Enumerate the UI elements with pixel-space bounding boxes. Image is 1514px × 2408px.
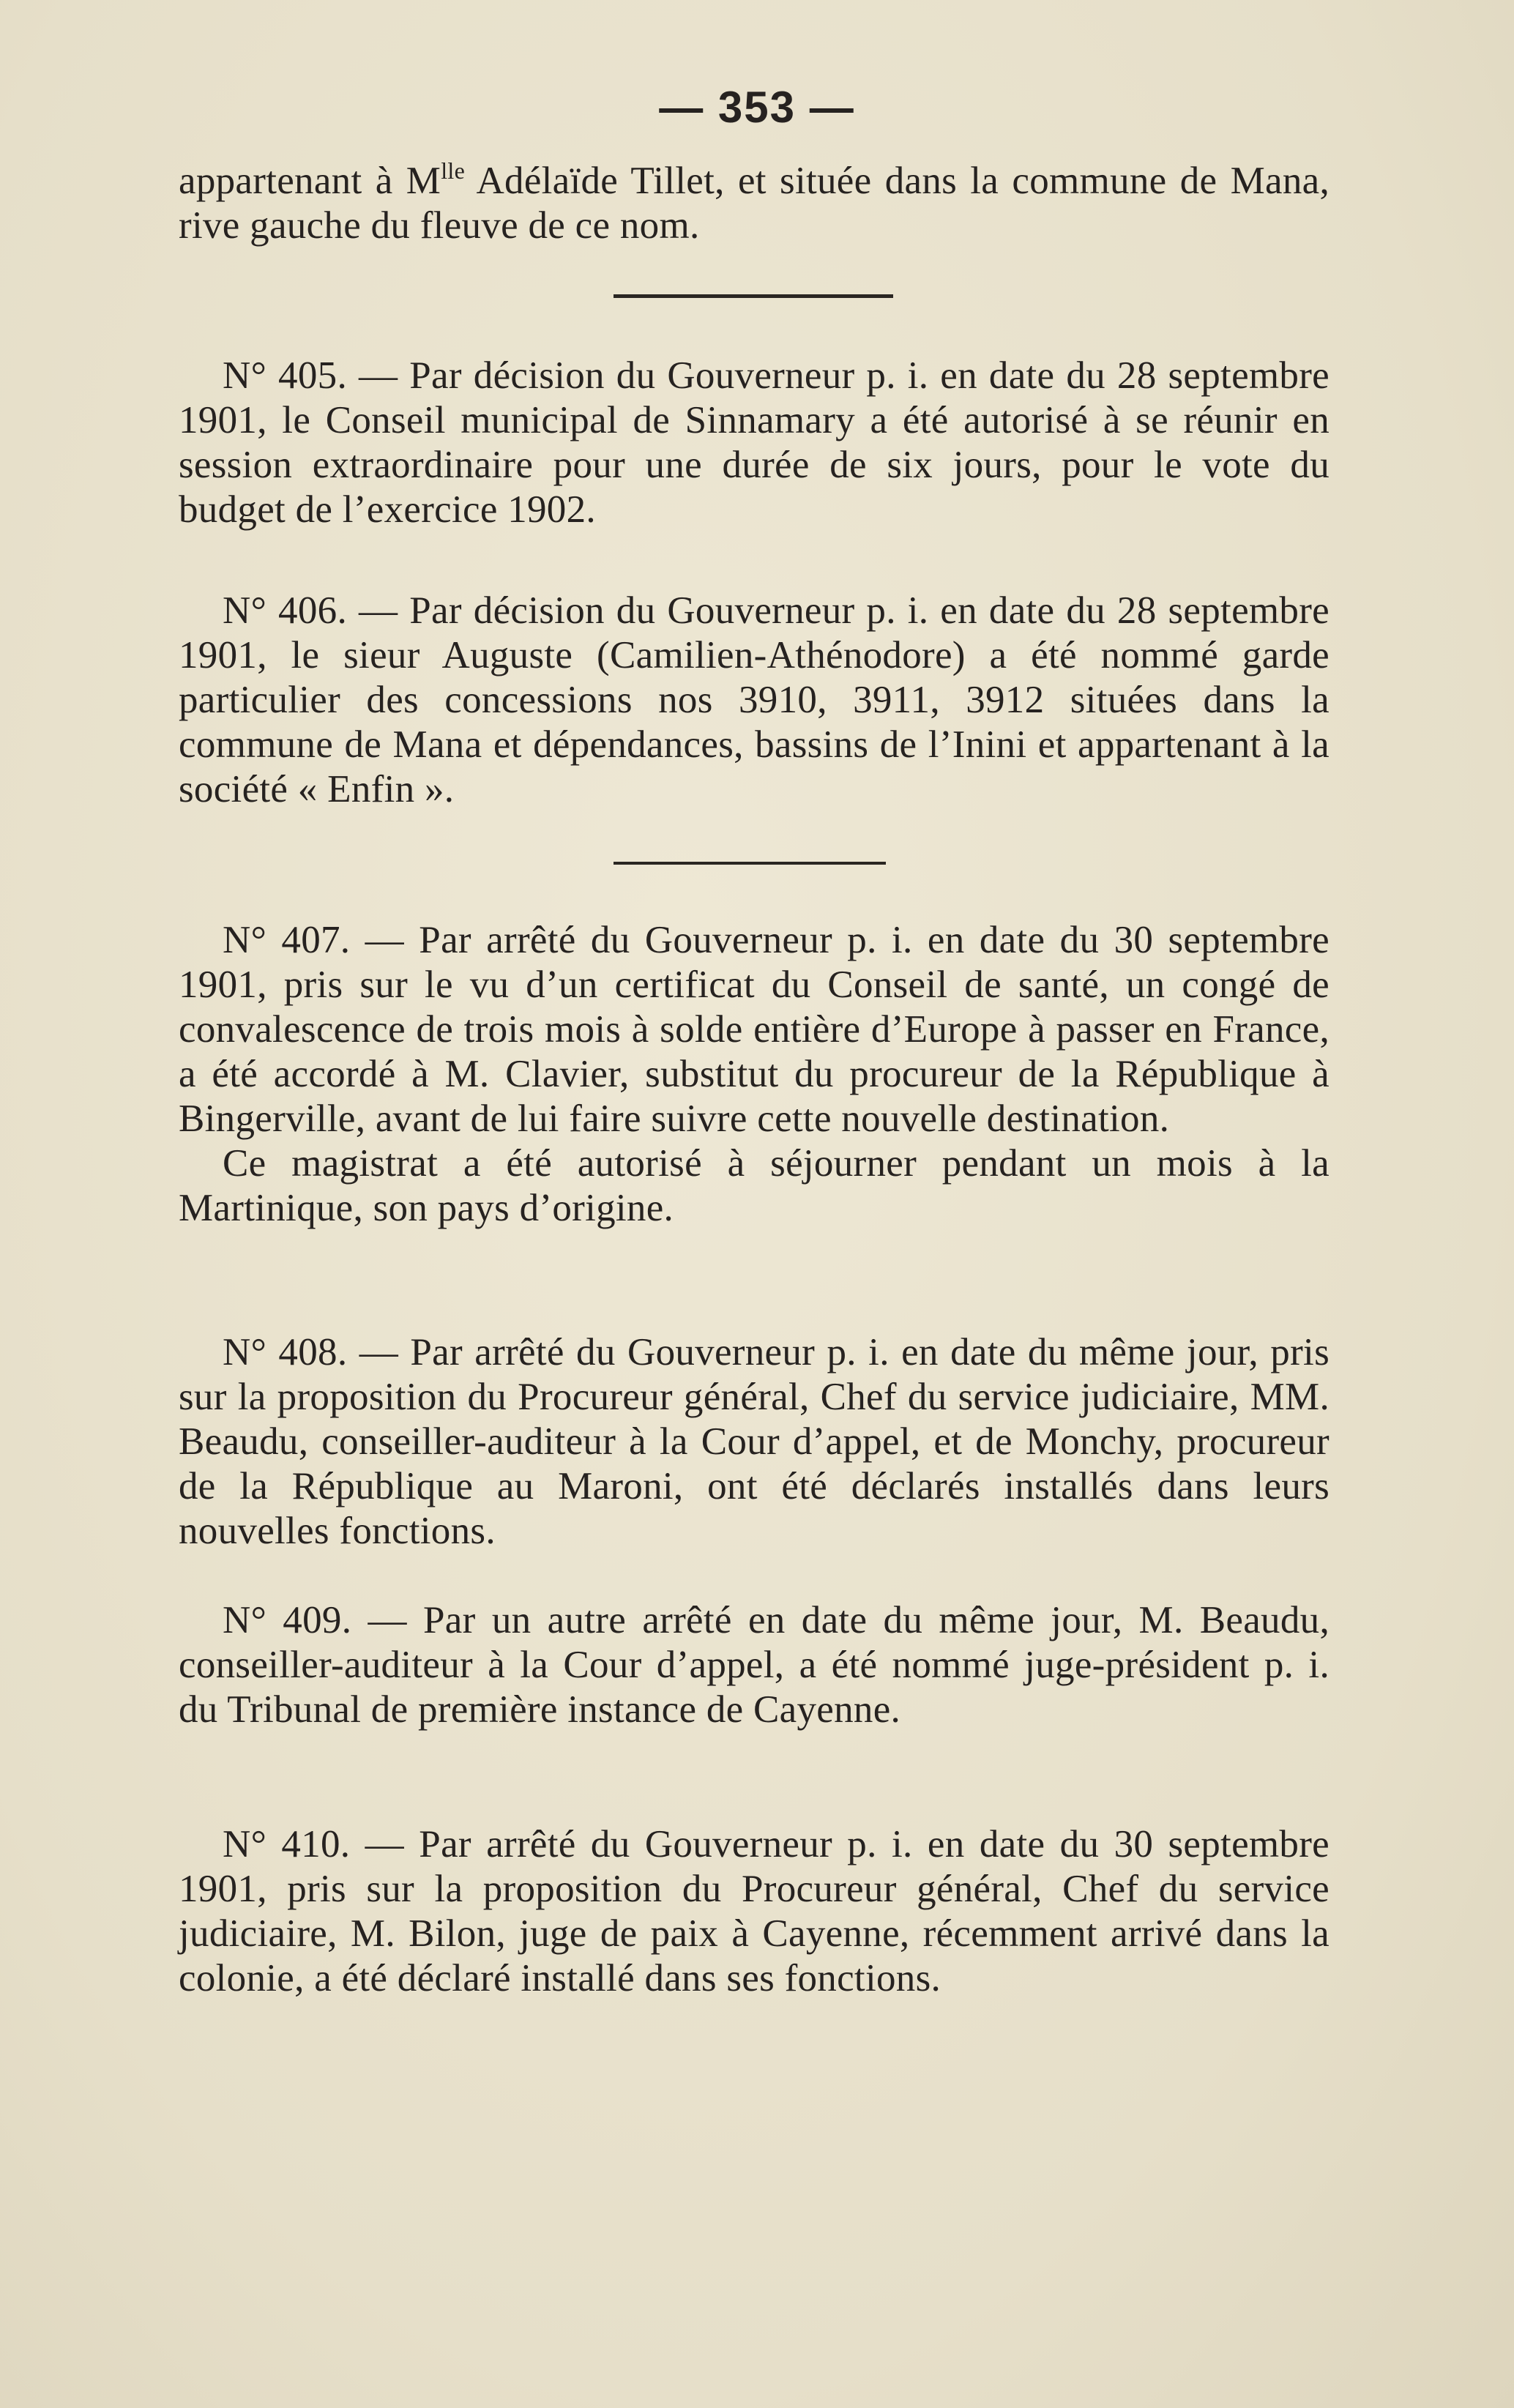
- page-number: — 353 —: [659, 83, 855, 132]
- entry-410: [179, 1822, 1330, 2001]
- entry-407-text: N° 407. — Par arrêté du Gouverneur p. i. en date du 30 septembre 1901, pris sur le vu d’un certificat du Conseil de santé, un congé de convalescence de trois mois à solde entière d’Europe à passer en France, a été accordé à M. Clavier, substitut du procureur de la République à Bingerville, avant de lui faire suivre cette nouvelle destination.: [179, 919, 1330, 1140]
- entry-406-text: N° 406. — Par décision du Gouverneur p. i. en date du 28 septembre 1901, le sieur Auguste (Camilien-Athénodore) a été nommé garde particulier des concessions nos 3910, 3911, 3912 situées dans la commune de Mana et dépendances, bassins de l’Inini et appartenant à la société « Enfin ».: [179, 589, 1330, 810]
- entry-409-text: N° 409. — Par un autre arrêté en date du même jour, M. Beaudu, conseiller-auditeur à la Cour d’appel, a été nommé juge-président p. i. du Tribunal de première instance de Cayenne.: [179, 1599, 1330, 1731]
- opening-text-start: appartenant à M: [179, 160, 441, 202]
- entry-405-text: N° 405. — Par décision du Gouverneur p. i. en date du 28 septembre 1901, le Conseil municipal de Sinnamary a été autorisé à se réunir en session extraordinaire pour une durée de six jours, pour le vote du budget de l’exercice 1902.: [179, 354, 1330, 531]
- opening-text: [179, 159, 1330, 248]
- entry-406: [179, 589, 1330, 812]
- section-divider-2: [614, 862, 886, 865]
- entry-407-text-continued: Ce magistrat a été autorisé à séjourner pendant un mois à la Martinique, son pays d’origine.: [179, 1142, 1330, 1229]
- entry-407: [179, 918, 1330, 1231]
- entry-405: [179, 354, 1330, 532]
- entry-408: [179, 1330, 1330, 1554]
- entry-408-text: N° 408. — Par arrêté du Gouverneur p. i. en date du même jour, pris sur la proposition du Procureur général, Chef du service judiciaire, MM. Beaudu, conseiller-auditeur à la Cour d’appel, et de Monchy, procureur de la République au Maroni, ont été déclarés installés dans leurs nouvelles fonctions.: [179, 1331, 1330, 1552]
- entry-409: [179, 1598, 1330, 1732]
- opening-superscript: lle: [441, 157, 466, 184]
- entry-410-text: N° 410. — Par arrêté du Gouverneur p. i. en date du 30 septembre 1901, pris sur la proposition du Procureur général, Chef du service judiciaire, M. Bilon, juge de paix à Cayenne, récemment arrivé dans la colonie, a été déclaré installé dans ses fonctions.: [179, 1823, 1330, 1999]
- opening-paragraph: [179, 159, 1330, 248]
- opening-text-end: Adélaïde Tillet, et située dans la commune de Mana, rive gauche du fleuve de ce nom.: [179, 160, 1330, 247]
- section-divider-1: [614, 294, 893, 298]
